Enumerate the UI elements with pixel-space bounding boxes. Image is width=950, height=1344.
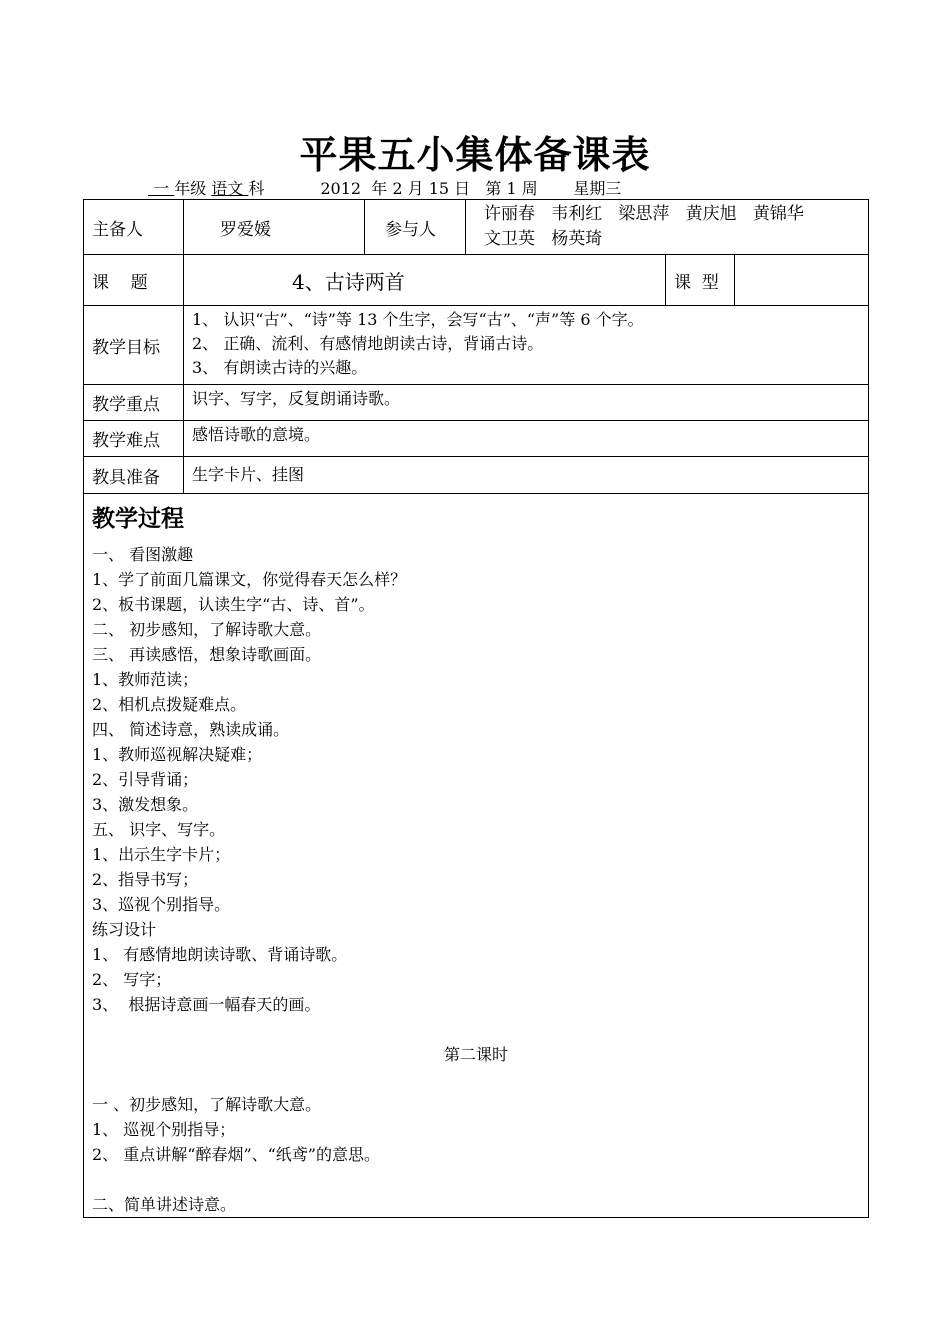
host-label: 主备人 bbox=[84, 200, 184, 255]
blank-line bbox=[92, 1167, 860, 1192]
process-line: 2、引导背诵； bbox=[92, 770, 199, 789]
key-label: 教学重点 bbox=[84, 385, 184, 421]
process-line: 1、教师范读； bbox=[92, 670, 199, 689]
process-line: 3、 根据诗意画一幅春天的画。 bbox=[92, 995, 321, 1014]
process-line: 2、 写字； bbox=[92, 970, 172, 989]
process-line: 一 、初步感知，了解诗歌大意。 bbox=[92, 1095, 322, 1114]
row-key bbox=[84, 385, 869, 421]
process-line: 二、简单讲述诗意。 bbox=[92, 1195, 237, 1214]
subject-suffix: 科 bbox=[248, 179, 265, 198]
goal-item: 2、 正确、流利、有感情地朗读古诗，背诵古诗。 bbox=[192, 334, 544, 353]
blank-line bbox=[92, 1067, 860, 1092]
row-difficulty bbox=[84, 421, 869, 457]
process-line: 练习设计 bbox=[92, 920, 157, 939]
process-title: 教学过程 bbox=[92, 506, 184, 532]
type-value bbox=[735, 255, 869, 306]
grade-suffix: 年级 bbox=[174, 179, 207, 198]
process-cell bbox=[84, 494, 869, 1218]
second-lesson-heading: 第二课时 bbox=[443, 1045, 508, 1064]
topic-value: 4、古诗两首 bbox=[184, 255, 666, 306]
process-line: 1、出示生字卡片； bbox=[92, 845, 231, 864]
process-lines bbox=[92, 542, 860, 1217]
process-line: 2、相机点拨疑难点。 bbox=[92, 695, 247, 714]
process-line: 五、 识字、写字。 bbox=[92, 820, 226, 839]
blank-line bbox=[92, 1017, 860, 1042]
goals-label: 教学目标 bbox=[84, 306, 184, 385]
process-line: 2、指导书写； bbox=[92, 870, 199, 889]
process-line: 3、激发想象。 bbox=[92, 795, 199, 814]
process-line: 二、 初步感知，了解诗歌大意。 bbox=[92, 620, 322, 639]
date-value: 2012 年 2 月 15 日 bbox=[320, 179, 471, 198]
tools-label: 教具准备 bbox=[84, 457, 184, 494]
goal-item: 1、 认识“古”、“诗”等 13 个生字，会写“古”、“声”等 6 个字。 bbox=[192, 310, 644, 329]
lesson-plan-table bbox=[83, 199, 869, 1218]
participants-line1: 许丽春 韦利红 梁思萍 黄庆旭 黄锦华 bbox=[484, 204, 804, 224]
process-line: 2、 重点讲解“醉春烟”、“纸鸢”的意思。 bbox=[92, 1145, 380, 1164]
page-title: 平果五小集体备课表 bbox=[299, 133, 651, 177]
participants-line2: 文卫英 杨英琦 bbox=[484, 229, 603, 249]
host-name: 罗爱媛 bbox=[184, 200, 365, 255]
week-value: 第 1 周 bbox=[485, 179, 538, 198]
key-value: 识字、写字，反复朗诵诗歌。 bbox=[184, 385, 869, 421]
row-tools bbox=[84, 457, 869, 494]
difficulty-label: 教学难点 bbox=[84, 421, 184, 457]
process-line: 四、 简述诗意，熟读成诵。 bbox=[92, 720, 290, 739]
process-line: 一、 看图激趣 bbox=[92, 545, 194, 564]
goals-cell bbox=[184, 306, 869, 385]
goal-item: 3、 有朗读古诗的兴趣。 bbox=[192, 358, 368, 377]
process-line: 三、 再读感悟，想象诗歌画面。 bbox=[92, 645, 322, 664]
grade-value: 一 bbox=[148, 179, 175, 198]
process-line: 3、巡视个别指导。 bbox=[92, 895, 231, 914]
process-line: 1、学了前面几篇课文，你觉得春天怎么样？ bbox=[92, 570, 407, 589]
row-topic bbox=[84, 255, 869, 306]
process-line: 1、教师巡视解决疑难； bbox=[92, 745, 263, 764]
header-info bbox=[148, 176, 621, 199]
participants-label: 参与人 bbox=[365, 200, 466, 255]
participants-cell bbox=[466, 200, 869, 255]
process-line: 1、 巡视个别指导； bbox=[92, 1120, 236, 1139]
type-label: 课 型 bbox=[666, 255, 735, 306]
row-process bbox=[84, 494, 869, 1218]
weekday-value: 星期三 bbox=[573, 179, 622, 198]
process-line: 1、 有感情地朗读诗歌、背诵诗歌。 bbox=[92, 945, 348, 964]
tools-value: 生字卡片、挂图 bbox=[184, 457, 869, 494]
process-line: 2、板书课题，认读生字“古、诗、首”。 bbox=[92, 595, 375, 614]
subject-value: 语文 bbox=[211, 179, 249, 198]
topic-label: 课 题 bbox=[84, 255, 184, 306]
difficulty-value: 感悟诗歌的意境。 bbox=[184, 421, 869, 457]
row-host bbox=[84, 200, 869, 255]
row-goals bbox=[84, 306, 869, 385]
